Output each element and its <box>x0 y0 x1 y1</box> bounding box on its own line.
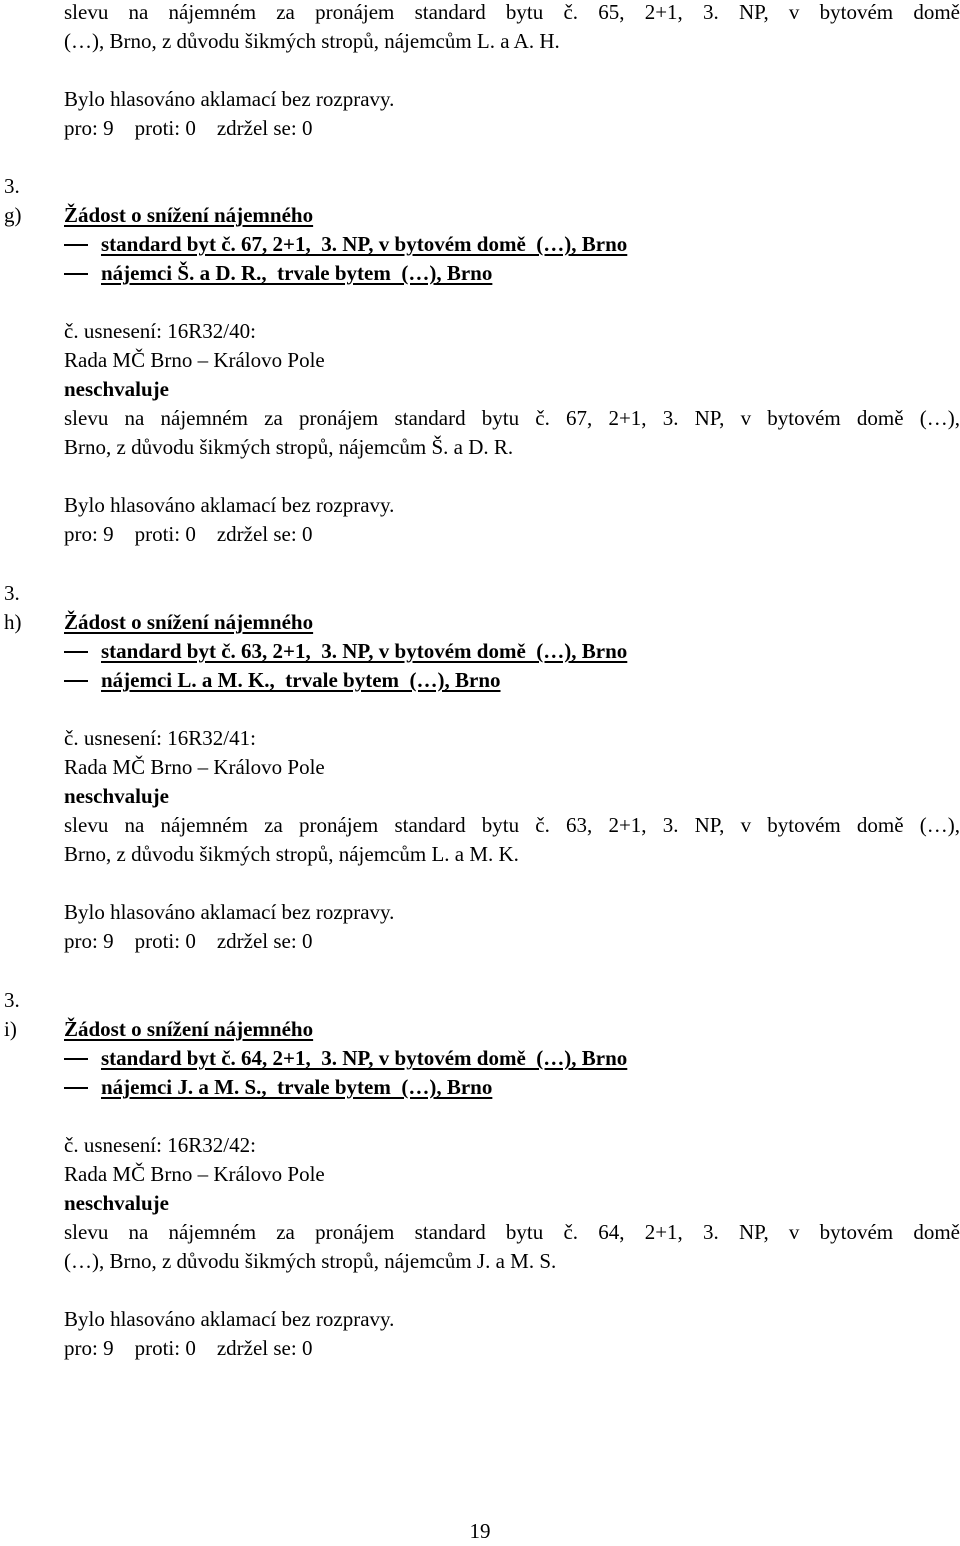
section-i-council: Rada MČ Brno – Královo Pole <box>64 1162 325 1186</box>
section-g-item2: nájemci Š. a D. R., trvale bytem (…), Brno <box>101 261 493 285</box>
section-g-dash-1 <box>64 244 88 246</box>
section-h-dash-2 <box>64 680 88 682</box>
section-i-letter: i) <box>4 1017 17 1041</box>
section-g-vote-line: pro: 9 proti: 0 zdržel se: 0 <box>64 522 313 546</box>
intro-vote-text: Bylo hlasováno aklamací bez rozpravy. <box>64 87 395 111</box>
section-i-item1: standard byt č. 64, 2+1, 3. NP, v bytovém domě (…), Brno <box>101 1046 628 1070</box>
intro-text-line1: slevu na nájemném za pronájem standard bytu č. 65, 2+1, 3. NP, v bytovém domě <box>64 0 960 24</box>
section-g-council: Rada MČ Brno – Královo Pole <box>64 348 325 372</box>
section-h-number: 3. <box>4 581 20 605</box>
section-g-text2: Brno, z důvodu šikmých stropů, nájemcům Š. a D. R. <box>64 435 514 459</box>
section-i-item2: nájemci J. a M. S., trvale bytem (…), Brno <box>101 1075 493 1099</box>
section-g-dash-2 <box>64 273 88 275</box>
section-g-title: Žádost o snížení nájemného <box>64 203 314 227</box>
section-i-resolution: č. usnesení: 16R32/42: <box>64 1133 256 1157</box>
section-h-item2: nájemci L. a M. K., trvale bytem (…), Brno <box>101 668 501 692</box>
section-g-item1: standard byt č. 67, 2+1, 3. NP, v bytovém domě (…), Brno <box>101 232 628 256</box>
section-i-decision: neschvaluje <box>64 1191 169 1215</box>
section-g-vote-text: Bylo hlasováno aklamací bez rozpravy. <box>64 493 395 517</box>
section-i-text2: (…), Brno, z důvodu šikmých stropů, nájemcům J. a M. S. <box>64 1249 557 1273</box>
section-h-vote-text: Bylo hlasováno aklamací bez rozpravy. <box>64 900 395 924</box>
section-g-resolution: č. usnesení: 16R32/40: <box>64 319 256 343</box>
section-h-letter: h) <box>4 610 22 634</box>
section-g-decision: neschvaluje <box>64 377 169 401</box>
section-g-letter: g) <box>4 203 22 227</box>
section-i-vote-text: Bylo hlasováno aklamací bez rozpravy. <box>64 1307 395 1331</box>
section-i-dash-2 <box>64 1087 88 1089</box>
section-h-title: Žádost o snížení nájemného <box>64 610 314 634</box>
section-h-resolution: č. usnesení: 16R32/41: <box>64 726 256 750</box>
intro-text-line2: (…), Brno, z důvodu šikmých stropů, nájemcům L. a A. H. <box>64 29 560 53</box>
section-h-text2: Brno, z důvodu šikmých stropů, nájemcům L. a M. K. <box>64 842 519 866</box>
section-i-text1: slevu na nájemném za pronájem standard bytu č. 64, 2+1, 3. NP, v bytovém domě <box>64 1220 960 1244</box>
section-h-decision: neschvaluje <box>64 784 169 808</box>
page-number: 19 <box>469 1519 491 1543</box>
intro-vote-line: pro: 9 proti: 0 zdržel se: 0 <box>64 116 313 140</box>
section-g-number: 3. <box>4 174 20 198</box>
section-i-dash-1 <box>64 1058 88 1060</box>
section-h-item1: standard byt č. 63, 2+1, 3. NP, v bytovém domě (…), Brno <box>101 639 628 663</box>
section-h-dash-1 <box>64 651 88 653</box>
section-h-text1: slevu na nájemném za pronájem standard bytu č. 63, 2+1, 3. NP, v bytovém domě (…), <box>64 813 960 837</box>
section-h-council: Rada MČ Brno – Královo Pole <box>64 755 325 779</box>
section-i-vote-line: pro: 9 proti: 0 zdržel se: 0 <box>64 1336 313 1360</box>
section-i-number: 3. <box>4 988 20 1012</box>
section-i-title: Žádost o snížení nájemného <box>64 1017 314 1041</box>
section-h-vote-line: pro: 9 proti: 0 zdržel se: 0 <box>64 929 313 953</box>
section-g-text1: slevu na nájemném za pronájem standard bytu č. 67, 2+1, 3. NP, v bytovém domě (…), <box>64 406 960 430</box>
